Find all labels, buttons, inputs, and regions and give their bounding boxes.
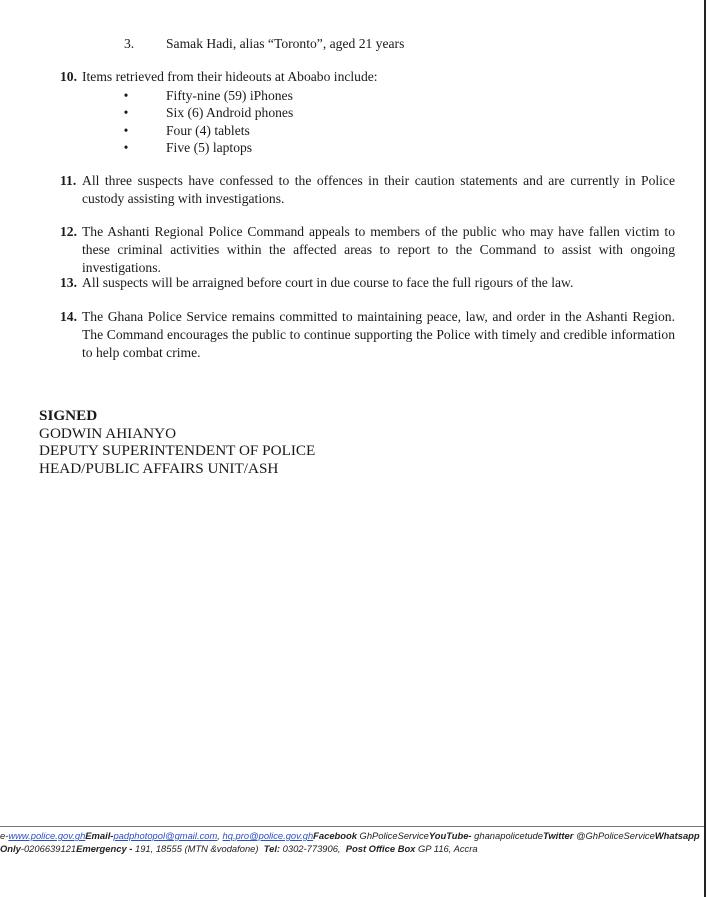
paragraph-text: All three suspects have confessed to the offences in their caution statements and are currently in Police custody assisting with investigations. xyxy=(82,173,675,206)
paragraph-number: 11. xyxy=(60,173,77,188)
paragraph-12 xyxy=(60,223,675,277)
emergency-label: Emergency - xyxy=(76,843,133,854)
list-item-text: Fifty-nine (59) iPhones xyxy=(166,88,293,103)
bullet-icon: • xyxy=(123,139,129,155)
bullet-icon: • xyxy=(123,105,129,121)
paragraph-number: 12. xyxy=(60,224,77,239)
youtube-label: YouTube- xyxy=(428,830,472,841)
list-item-text: Samak Hadi, alias “Toronto”, aged 21 years xyxy=(166,36,405,51)
right-margin-rule xyxy=(704,0,706,897)
footer-line-2 xyxy=(0,842,704,855)
paragraph-text: The Ghana Police Service remains committed to maintaining peace, law, and order in the Ashanti Region. The Command encourages the public to continue supporting the Police with timely and credible information to help combat crime. xyxy=(82,309,675,360)
twitter-handle: @GhPoliceService xyxy=(573,830,655,841)
paragraph-text: Items retrieved from their hideouts at Aboabo include: xyxy=(82,69,378,84)
pobox-value: GP 116, Accra xyxy=(415,843,478,854)
website-prefix: e- xyxy=(0,830,9,841)
facebook-handle: GhPoliceService xyxy=(356,830,429,841)
contact-footer xyxy=(0,826,704,855)
paragraph-11 xyxy=(60,172,675,208)
list-item-number: 3. xyxy=(124,36,135,51)
emergency-numbers: 191, 18555 (MTN &vodafone) xyxy=(132,843,259,854)
facebook-label: Facebook xyxy=(313,830,357,841)
paragraph-13 xyxy=(60,274,675,292)
signature-block xyxy=(39,407,315,477)
email-link-2[interactable]: hq.pro@police.gov.gh xyxy=(222,830,314,841)
list-item-text: Six (6) Android phones xyxy=(166,105,294,121)
paragraph-number: 10. xyxy=(60,69,77,84)
footer-line-1 xyxy=(0,829,704,842)
whatsapp-only-label: Only xyxy=(0,843,21,854)
paragraph-text: The Ashanti Regional Police Command appeals to members of the public who may have fallen victim to these criminal activities within the affected areas to report to the Command to assist with ongoing investigations. xyxy=(82,224,675,275)
website-link[interactable]: www.police.gov.gh xyxy=(8,830,86,841)
whatsapp-label: Whatsapp xyxy=(654,830,700,841)
signatory-name: GODWIN AHIANYO xyxy=(39,424,177,442)
signatory-rank: DEPUTY SUPERINTENDENT OF POLICE xyxy=(39,442,316,459)
paragraph-number: 13. xyxy=(60,275,77,290)
twitter-label: Twitter xyxy=(542,830,574,841)
youtube-handle: ghanapolicetude xyxy=(471,830,543,841)
list-item-text: Four (4) tablets xyxy=(166,122,250,138)
email-link-1[interactable]: padphotopol@gmail.com xyxy=(113,830,218,841)
paragraph-10 xyxy=(60,68,675,86)
bullet-icon: • xyxy=(123,122,129,138)
email-separator: , xyxy=(217,830,223,841)
bullet-icon: • xyxy=(123,88,129,103)
tel-number: 0302-773906, xyxy=(280,843,341,854)
pobox-label: Post Office Box xyxy=(345,843,416,854)
signatory-unit: HEAD/PUBLIC AFFAIRS UNIT/ASH xyxy=(39,459,279,477)
whatsapp-number: -0206639121 xyxy=(20,843,77,854)
tel-label: Tel: xyxy=(263,843,281,854)
paragraph-text: All suspects will be arraigned before court in due course to face the full rigours of the law. xyxy=(82,275,574,290)
paragraph-14 xyxy=(60,308,675,362)
signed-label: SIGNED xyxy=(39,407,98,424)
email-label: Email- xyxy=(85,830,114,841)
paragraph-number: 14. xyxy=(60,309,77,324)
list-item-text: Five (5) laptops xyxy=(166,139,253,155)
